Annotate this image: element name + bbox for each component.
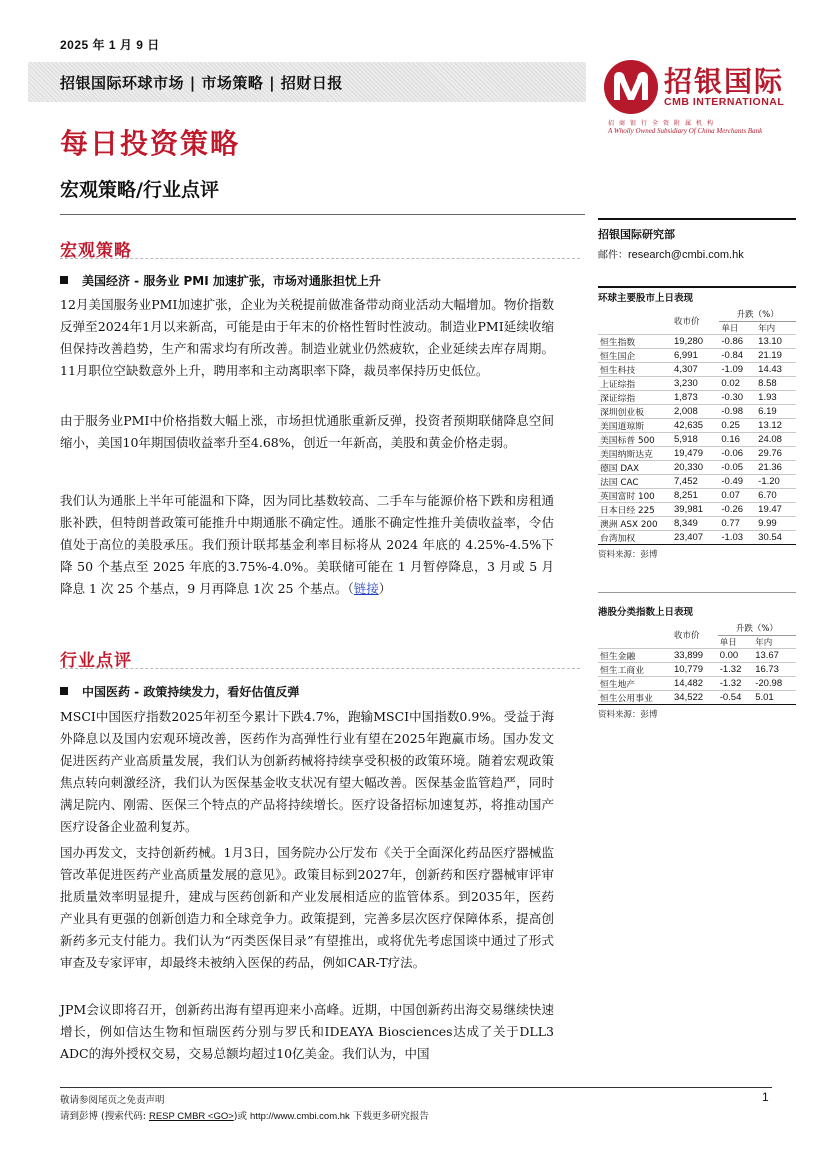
link[interactable]: 链接 <box>353 581 379 596</box>
index-name-cell: 澳洲 ASX 200 <box>598 516 672 530</box>
close-price-cell: 3,230 <box>672 376 719 390</box>
hk-table-body <box>598 648 796 704</box>
index-name-cell: 恒生国企 <box>598 348 672 362</box>
table-title: 环球主要股市上日表现 <box>598 293 694 304</box>
table-source: 资料来源：彭博 <box>598 709 658 720</box>
page-title: 每日投资策略 <box>60 127 241 160</box>
index-name-cell: 恒生科技 <box>598 362 672 376</box>
close-price-cell: 8,349 <box>672 516 719 530</box>
section-divider <box>60 258 580 259</box>
close-price-cell: 20,330 <box>672 460 719 474</box>
contact-email <box>598 246 796 261</box>
day-change-cell: -0.49 <box>719 474 756 488</box>
logo-subtitle-cn: 招商银行全资附属机构 <box>608 120 719 127</box>
index-name-cell: 法国 CAC <box>598 474 672 488</box>
footer-text: 请到彭博 (搜索代码: <box>60 1111 149 1122</box>
col-day-header: 单日 <box>718 635 753 648</box>
section-heading-macro: 宏观策略 <box>60 241 132 261</box>
close-price-cell: 19,479 <box>672 446 719 460</box>
logo-chinese-name: 招银国际 <box>664 65 785 98</box>
table-title: 港股分类指数上日表现 <box>598 607 694 618</box>
table-row <box>598 376 796 390</box>
close-price-cell: 2,008 <box>672 404 719 418</box>
col-ytd-header: 年内 <box>756 321 796 334</box>
table-row <box>598 690 796 704</box>
table-row <box>598 502 796 516</box>
index-name-cell: 德国 DAX <box>598 460 672 474</box>
paragraph-text: ） <box>378 581 392 596</box>
ytd-change-cell: 21.36 <box>756 460 796 474</box>
ytd-change-cell: 5.01 <box>753 690 796 704</box>
close-price-cell: 10,779 <box>672 662 718 676</box>
table-header-row <box>598 308 796 321</box>
day-change-cell: -0.30 <box>719 390 756 404</box>
close-price-cell: 33,899 <box>672 648 718 662</box>
ytd-change-cell: 14.43 <box>756 362 796 376</box>
ytd-change-cell: 29.76 <box>756 446 796 460</box>
header-band-text: 招银国际环球市场 | 市场策略 | 招财日报 <box>60 74 343 92</box>
day-change-cell: -1.32 <box>718 676 753 690</box>
ytd-change-cell: 13.67 <box>753 648 796 662</box>
table-divider <box>598 592 796 593</box>
day-change-cell: 0.25 <box>719 418 756 432</box>
day-change-cell: -0.86 <box>719 334 756 348</box>
hk-sector-table <box>598 622 796 705</box>
col-day-header: 单日 <box>719 321 756 334</box>
header-blank <box>598 635 672 648</box>
close-price-cell: 34,522 <box>672 690 718 704</box>
close-price-cell: 23,407 <box>672 530 719 544</box>
index-name-cell: 深圳创业板 <box>598 404 672 418</box>
ytd-change-cell: 6.19 <box>756 404 796 418</box>
day-change-cell: 0.02 <box>719 376 756 390</box>
header-blank <box>598 308 672 321</box>
index-name-cell: 美国道琼斯 <box>598 418 672 432</box>
bullet-square-icon <box>60 276 68 284</box>
table-row <box>598 530 796 544</box>
index-name-cell: 美国标普 500 <box>598 432 672 446</box>
day-change-cell: -1.03 <box>719 530 756 544</box>
ytd-change-cell: -1.20 <box>756 474 796 488</box>
table-row <box>598 488 796 502</box>
table-row <box>598 446 796 460</box>
research-department: 招银国际研究部 <box>598 228 675 241</box>
paragraph: 12月美国服务业PMI加速扩张，企业为关税提前做准备带动商业活动大幅增加。物价指数反弹至2024年1月以来新高，可能是由于年末的价格性暂时性波动。制造业PMI延续收缩但保持改善趋势，生产和需求均有所改善。制造业就业仍然疲软，企业延续去库存周期。11月职位空缺数意外上升，聘用率和主动离职率下降，裁员率保持历史低位。 <box>60 297 554 378</box>
hk-sector-table-block <box>598 604 796 720</box>
ytd-change-cell: 30.54 <box>756 530 796 544</box>
bullet-square-icon <box>60 687 68 695</box>
table-header-row <box>598 622 796 635</box>
website-link[interactable]: http://www.cmbi.com.hk <box>250 1111 350 1122</box>
col-close-header: 收市价 <box>672 308 719 334</box>
day-change-cell: -0.06 <box>719 446 756 460</box>
bullet-us-economy <box>60 272 381 289</box>
table-row <box>598 418 796 432</box>
close-price-cell: 7,452 <box>672 474 719 488</box>
table-row <box>598 404 796 418</box>
close-price-cell: 19,280 <box>672 334 719 348</box>
close-price-cell: 5,918 <box>672 432 719 446</box>
index-name-cell: 英国富时 100 <box>598 488 672 502</box>
paragraph: JPM会议即将召开，创新药出海有望再迎来小高峰。近期，中国创新药出海交易继续快速增长，例如信达生物和恒瑞医药分别与罗氏和IDEAYA Biosciences达成了关于DLL3 ADC的海外授权交易，交易总额均超过10亿美金。我们认为，中国 <box>60 1002 554 1061</box>
close-price-cell: 4,307 <box>672 362 719 376</box>
close-price-cell: 8,251 <box>672 488 719 502</box>
paragraph-text: 我们认为通胀上半年可能温和下降，因为同比基数较高、二手车与能源价格下跌和房租通胀补跌，但特朗普政策可能推升中期通胀不确定性。通胀不确定性推升美债收益率，令估值处于高位的美股承压。我们预计联邦基金利率目标将从 2024 年底的 4.25%-4.5%下降 50 个基点至 2025 年底的3.75%-4.0%。美联储可能在 1 月暂停降息，3 月或 5 月降息 1 次 25 个基点，9 月再降息 1次 25 个基点。（ <box>60 493 554 596</box>
table-row <box>598 348 796 362</box>
footer-divider <box>60 1087 772 1088</box>
day-change-cell: 0.07 <box>719 488 756 502</box>
day-change-cell: -0.05 <box>719 460 756 474</box>
footer-disclaimer[interactable]: 敬请参阅尾页之免责声明 <box>60 1095 165 1106</box>
bullet-text: 中国医药 - 政策持续发力，看好估值反弹 <box>82 685 300 699</box>
table-row <box>598 662 796 676</box>
title-divider <box>60 214 585 215</box>
bullet-china-pharma <box>60 683 299 700</box>
email-address[interactable]: research@cmbi.com.hk <box>628 249 744 261</box>
ytd-change-cell: -20.98 <box>753 676 796 690</box>
paragraph: MSCI中国医疗指数2025年初至今累计下跌4.7%，跑输MSCI中国指数0.9%。受益于海外降息以及国内宏观环境改善，医药作为高弹性行业有望在2025年跑赢市场。国办发文促进医药产业高质量发展，我们认为创新药械将持续享受积极的政策环境。随着宏观政策焦点转向刺激经济，我们认为医保基金收支状况有望大幅改善。医保基金监管趋严，同时满足院内、刚需、医保三个特点的产品将持续增长。医疗设备招标加速复苏，将推动国产医疗设备企业盈利复苏。 <box>60 709 554 834</box>
cmb-logo-icon <box>602 58 660 116</box>
table-source: 资料来源：彭博 <box>598 549 658 560</box>
index-name-cell: 恒生地产 <box>598 676 672 690</box>
ytd-change-cell: 16.73 <box>753 662 796 676</box>
ytd-change-cell: 24.08 <box>756 432 796 446</box>
col-change-header: 升跌（%） <box>718 622 796 635</box>
index-name-cell: 深证综指 <box>598 390 672 404</box>
close-price-cell: 42,635 <box>672 418 719 432</box>
index-name-cell: 恒生指数 <box>598 334 672 348</box>
table-row <box>598 676 796 690</box>
section-divider <box>60 668 580 669</box>
ytd-change-cell: 1.93 <box>756 390 796 404</box>
paragraph: 国办再发文，支持创新药械。1月3日，国务院办公厅发布《关于全面深化药品医疗器械监管改革促进医药产业高质量发展的意见》。政策目标到2027年，创新药和医疗器械审评审批质量效率明显提升，建成与医药创新和产业发展相适应的监管体系。到2035年，医药产业具有更强的创新创造力和全球竞争力。政策提到，完善多层次医疗保障体系，提高创新药多元支付能力。我们认为“丙类医保目录”有望推出，或将优先考虑国谈中通过了形式审查及专家评审，却最终未被纳入医保的药品，例如CAR-T疗法。 <box>60 845 554 970</box>
day-change-cell: -0.54 <box>718 690 753 704</box>
day-change-cell: -0.26 <box>719 502 756 516</box>
index-name-cell: 美国纳斯达克 <box>598 446 672 460</box>
ytd-change-cell: 13.10 <box>756 334 796 348</box>
day-change-cell: 0.16 <box>719 432 756 446</box>
email-label: 邮件： <box>598 250 628 261</box>
close-price-cell: 39,981 <box>672 502 719 516</box>
day-change-cell: -0.98 <box>719 404 756 418</box>
bloomberg-code-link[interactable]: RESP CMBR <GO> <box>148 1111 234 1122</box>
ytd-change-cell: 21.19 <box>756 348 796 362</box>
footer-text: )或 <box>233 1111 251 1122</box>
ytd-change-cell: 13.12 <box>756 418 796 432</box>
ytd-change-cell: 8.58 <box>756 376 796 390</box>
day-change-cell: 0.00 <box>718 648 753 662</box>
index-name-cell: 恒生金融 <box>598 648 672 662</box>
global-table-body <box>598 334 796 544</box>
page-subtitle: 宏观策略/行业点评 <box>60 179 219 201</box>
global-markets-table-block <box>598 290 796 560</box>
page-number: 1 <box>762 1090 769 1104</box>
footer-text: 下载更多研究报告 <box>349 1111 429 1122</box>
logo-english-name: CMB INTERNATIONAL <box>664 96 785 108</box>
paragraph <box>60 490 554 600</box>
index-name-cell: 台湾加权 <box>598 530 672 544</box>
day-change-cell: -1.09 <box>719 362 756 376</box>
table-row <box>598 474 796 488</box>
logo-subtitle-en: A Wholly Owned Subsidiary Of China Merchants Bank <box>608 127 763 135</box>
index-name-cell: 上证综指 <box>598 376 672 390</box>
cmbi-logo <box>602 58 802 138</box>
global-markets-table <box>598 308 796 545</box>
footer-download-note <box>60 1108 429 1122</box>
col-ytd-header: 年内 <box>753 635 796 648</box>
sidebar-top-rule <box>598 218 796 220</box>
close-price-cell: 6,991 <box>672 348 719 362</box>
close-price-cell: 1,873 <box>672 390 719 404</box>
index-name-cell: 日本日经 225 <box>598 502 672 516</box>
section-heading-industry: 行业点评 <box>60 651 132 671</box>
day-change-cell: -0.84 <box>719 348 756 362</box>
table-row <box>598 460 796 474</box>
table-row <box>598 362 796 376</box>
day-change-cell: -1.32 <box>718 662 753 676</box>
ytd-change-cell: 6.70 <box>756 488 796 502</box>
index-name-cell: 恒生工商业 <box>598 662 672 676</box>
table-row <box>598 334 796 348</box>
col-change-header: 升跌（%） <box>719 308 796 321</box>
ytd-change-cell: 9.99 <box>756 516 796 530</box>
table-row <box>598 390 796 404</box>
ytd-change-cell: 19.47 <box>756 502 796 516</box>
index-name-cell: 恒生公用事业 <box>598 690 672 704</box>
table-row <box>598 648 796 662</box>
table-row <box>598 516 796 530</box>
table-row <box>598 432 796 446</box>
report-date: 2025 年 1 月 9 日 <box>60 38 160 52</box>
close-price-cell: 14,482 <box>672 676 718 690</box>
col-close-header: 收市价 <box>672 622 718 648</box>
table-rule <box>598 286 796 288</box>
bullet-text: 美国经济 - 服务业 PMI 加速扩张，市场对通胀担忧上升 <box>82 274 381 288</box>
paragraph: 由于服务业PMI中价格指数大幅上涨，市场担忧通胀重新反弹，投资者预期联储降息空间缩小，美国10年期国债收益率升至4.68%，创近一年新高，美股和黄金价格走弱。 <box>60 413 554 450</box>
day-change-cell: 0.77 <box>719 516 756 530</box>
header-blank <box>598 622 672 635</box>
header-blank <box>598 321 672 334</box>
